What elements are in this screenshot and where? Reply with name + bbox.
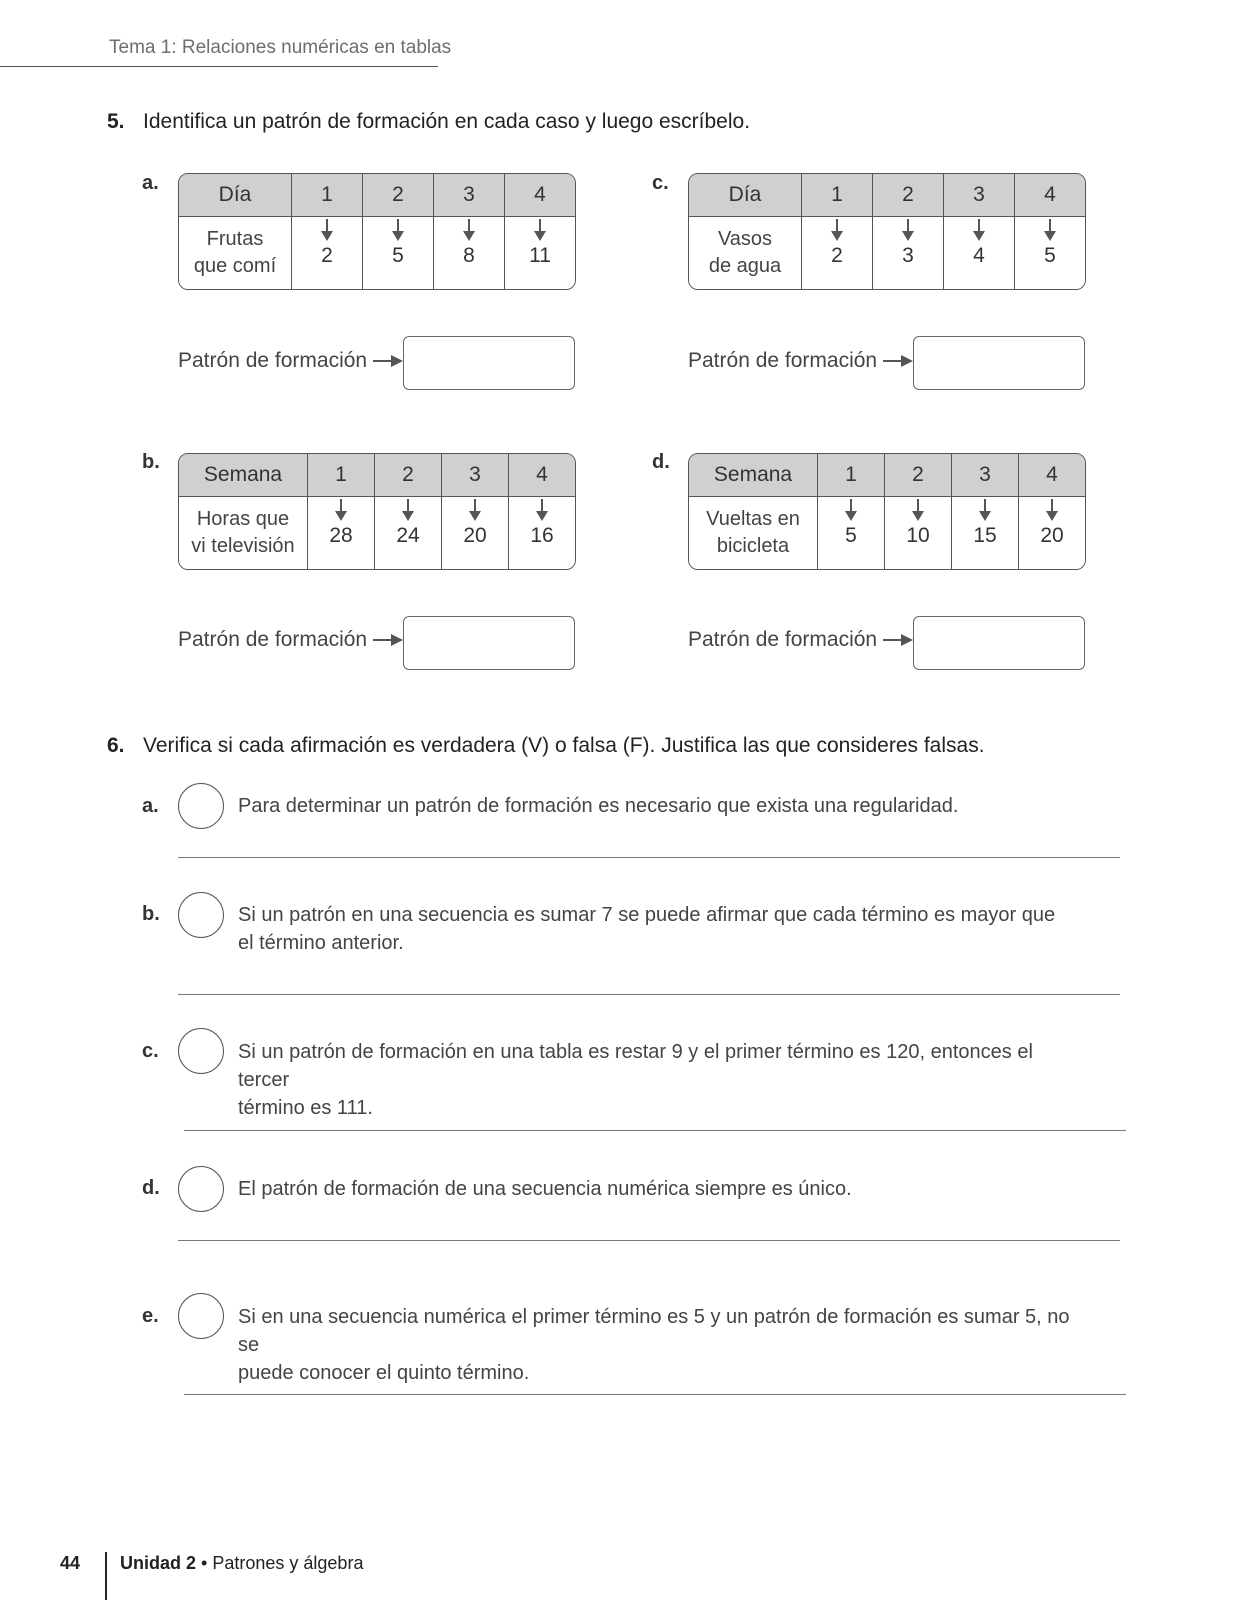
q6-statement-d: El patrón de formación de una secuencia numérica siempre es único. xyxy=(238,1178,852,1200)
arrow-down-icon xyxy=(1044,219,1056,243)
question-6-text: Verifica si cada afirmación es verdadera (V) o falsa (F). Justifica las que consideres falsas. xyxy=(143,734,985,757)
arrow-down-icon xyxy=(534,219,546,243)
q6-statement-c: Si un patrón de formación en una tabla es restar 9 y el primer término es 120, entonces el tercer término es 111. xyxy=(238,1041,1033,1119)
arrow-right-icon xyxy=(373,634,403,646)
q5-table-b xyxy=(178,453,576,570)
q6-statement-e: Si en una secuencia numérica el primer término es 5 y un patrón de formación es sumar 5, no se puede conocer el quinto término. xyxy=(238,1306,1070,1384)
arrow-down-icon xyxy=(536,499,548,523)
q5-table-d xyxy=(688,453,1086,570)
question-5-text: Identifica un patrón de formación en cada caso y luego escríbelo. xyxy=(143,110,751,133)
arrow-right-icon xyxy=(373,355,403,367)
q5-pattern-label-a: Patrón de formación xyxy=(178,349,403,373)
table-cell: 3 xyxy=(873,217,944,289)
q5-pattern-label-b: Patrón de formación xyxy=(178,628,403,652)
table-cell: 2 xyxy=(802,217,873,289)
table-row-label: Frutas que comí xyxy=(179,217,292,289)
table-row-label: Horas que vi televisión xyxy=(179,497,308,569)
arrow-down-icon xyxy=(335,499,347,523)
table-cell: 15 xyxy=(952,497,1019,569)
q6-answer-circle-b[interactable] xyxy=(178,892,224,938)
arrow-down-icon xyxy=(463,219,475,243)
q6-statement-a: Para determinar un patrón de formación es necesario que exista una regularidad. xyxy=(238,795,959,817)
table-head-col: 1 xyxy=(818,454,885,497)
q5-pattern-label-d: Patrón de formación xyxy=(688,628,913,652)
header-rule xyxy=(0,66,438,67)
question-6-number: 6. xyxy=(107,734,125,757)
question-5-number: 5. xyxy=(107,110,125,133)
table-cell: 16 xyxy=(509,497,575,569)
q5-answer-box-b[interactable] xyxy=(403,616,575,670)
table-head-col: 2 xyxy=(363,174,434,217)
table-head-col: 1 xyxy=(802,174,873,217)
footer-unit-label: Unidad 2 • Patrones y álgebra xyxy=(120,1553,364,1573)
table-cell: 10 xyxy=(885,497,952,569)
question-6-title xyxy=(107,734,985,758)
q6-answer-line-a[interactable] xyxy=(178,857,1120,858)
q6-answer-line-e[interactable] xyxy=(184,1394,1126,1395)
arrow-down-icon xyxy=(469,499,481,523)
arrow-down-icon xyxy=(912,499,924,523)
q5-item-c-letter: c. xyxy=(652,172,669,194)
table-head-col: 2 xyxy=(873,174,944,217)
arrow-right-icon xyxy=(883,634,913,646)
q5-table-c xyxy=(688,173,1086,290)
table-head-label: Día xyxy=(689,174,802,217)
arrow-down-icon xyxy=(392,219,404,243)
table-head-col: 4 xyxy=(1015,174,1085,217)
table-head-label: Día xyxy=(179,174,292,217)
table-head-label: Semana xyxy=(179,454,308,497)
running-header: Tema 1: Relaciones numéricas en tablas xyxy=(109,37,452,58)
table-head-col: 3 xyxy=(434,174,505,217)
table-head-col: 4 xyxy=(509,454,575,497)
q6-statement-b: Si un patrón en una secuencia es sumar 7 se puede afirmar que cada término es mayor que el término anterior. xyxy=(238,904,1056,954)
q5-item-d-letter: d. xyxy=(652,451,670,473)
arrow-down-icon xyxy=(321,219,333,243)
q6-answer-circle-a[interactable] xyxy=(178,783,224,829)
table-cell: 20 xyxy=(1019,497,1085,569)
arrow-down-icon xyxy=(831,219,843,243)
table-head-col: 1 xyxy=(308,454,375,497)
q6-item-b-letter: b. xyxy=(142,903,160,925)
table-head-col: 3 xyxy=(944,174,1015,217)
table-row-label: Vasos de agua xyxy=(689,217,802,289)
q6-answer-line-d[interactable] xyxy=(178,1240,1120,1241)
q6-item-a-letter: a. xyxy=(142,795,159,817)
table-head-col: 2 xyxy=(885,454,952,497)
table-head-label: Semana xyxy=(689,454,818,497)
q6-answer-line-c[interactable] xyxy=(184,1130,1126,1131)
footer-divider xyxy=(105,1552,107,1600)
table-cell: 24 xyxy=(375,497,442,569)
q6-answer-line-b[interactable] xyxy=(178,994,1120,995)
q5-pattern-label-c: Patrón de formación xyxy=(688,349,913,373)
arrow-right-icon xyxy=(883,355,913,367)
table-head-col: 4 xyxy=(1019,454,1085,497)
q5-table-a xyxy=(178,173,576,290)
arrow-down-icon xyxy=(845,499,857,523)
page-number: 44 xyxy=(60,1553,81,1573)
arrow-down-icon xyxy=(902,219,914,243)
table-head-col: 1 xyxy=(292,174,363,217)
q6-item-c-letter: c. xyxy=(142,1040,159,1062)
question-5-title xyxy=(107,110,750,134)
table-cell: 11 xyxy=(505,217,575,289)
table-cell: 28 xyxy=(308,497,375,569)
q6-item-d-letter: d. xyxy=(142,1177,160,1199)
table-head-col: 3 xyxy=(952,454,1019,497)
q6-answer-circle-c[interactable] xyxy=(178,1028,224,1074)
arrow-down-icon xyxy=(979,499,991,523)
table-cell: 20 xyxy=(442,497,509,569)
q5-item-b-letter: b. xyxy=(142,451,160,473)
q6-answer-circle-d[interactable] xyxy=(178,1166,224,1212)
q5-answer-box-d[interactable] xyxy=(913,616,1085,670)
q6-item-e-letter: e. xyxy=(142,1305,159,1327)
arrow-down-icon xyxy=(402,499,414,523)
table-cell: 4 xyxy=(944,217,1015,289)
table-head-col: 3 xyxy=(442,454,509,497)
arrow-down-icon xyxy=(973,219,985,243)
table-row-label: Vueltas en bicicleta xyxy=(689,497,818,569)
table-cell: 5 xyxy=(363,217,434,289)
table-head-col: 4 xyxy=(505,174,575,217)
table-cell: 8 xyxy=(434,217,505,289)
table-cell: 2 xyxy=(292,217,363,289)
q5-answer-box-c[interactable] xyxy=(913,336,1085,390)
q6-answer-circle-e[interactable] xyxy=(178,1293,224,1339)
table-cell: 5 xyxy=(1015,217,1085,289)
q5-answer-box-a[interactable] xyxy=(403,336,575,390)
arrow-down-icon xyxy=(1046,499,1058,523)
table-head-col: 2 xyxy=(375,454,442,497)
table-cell: 5 xyxy=(818,497,885,569)
q5-item-a-letter: a. xyxy=(142,172,159,194)
